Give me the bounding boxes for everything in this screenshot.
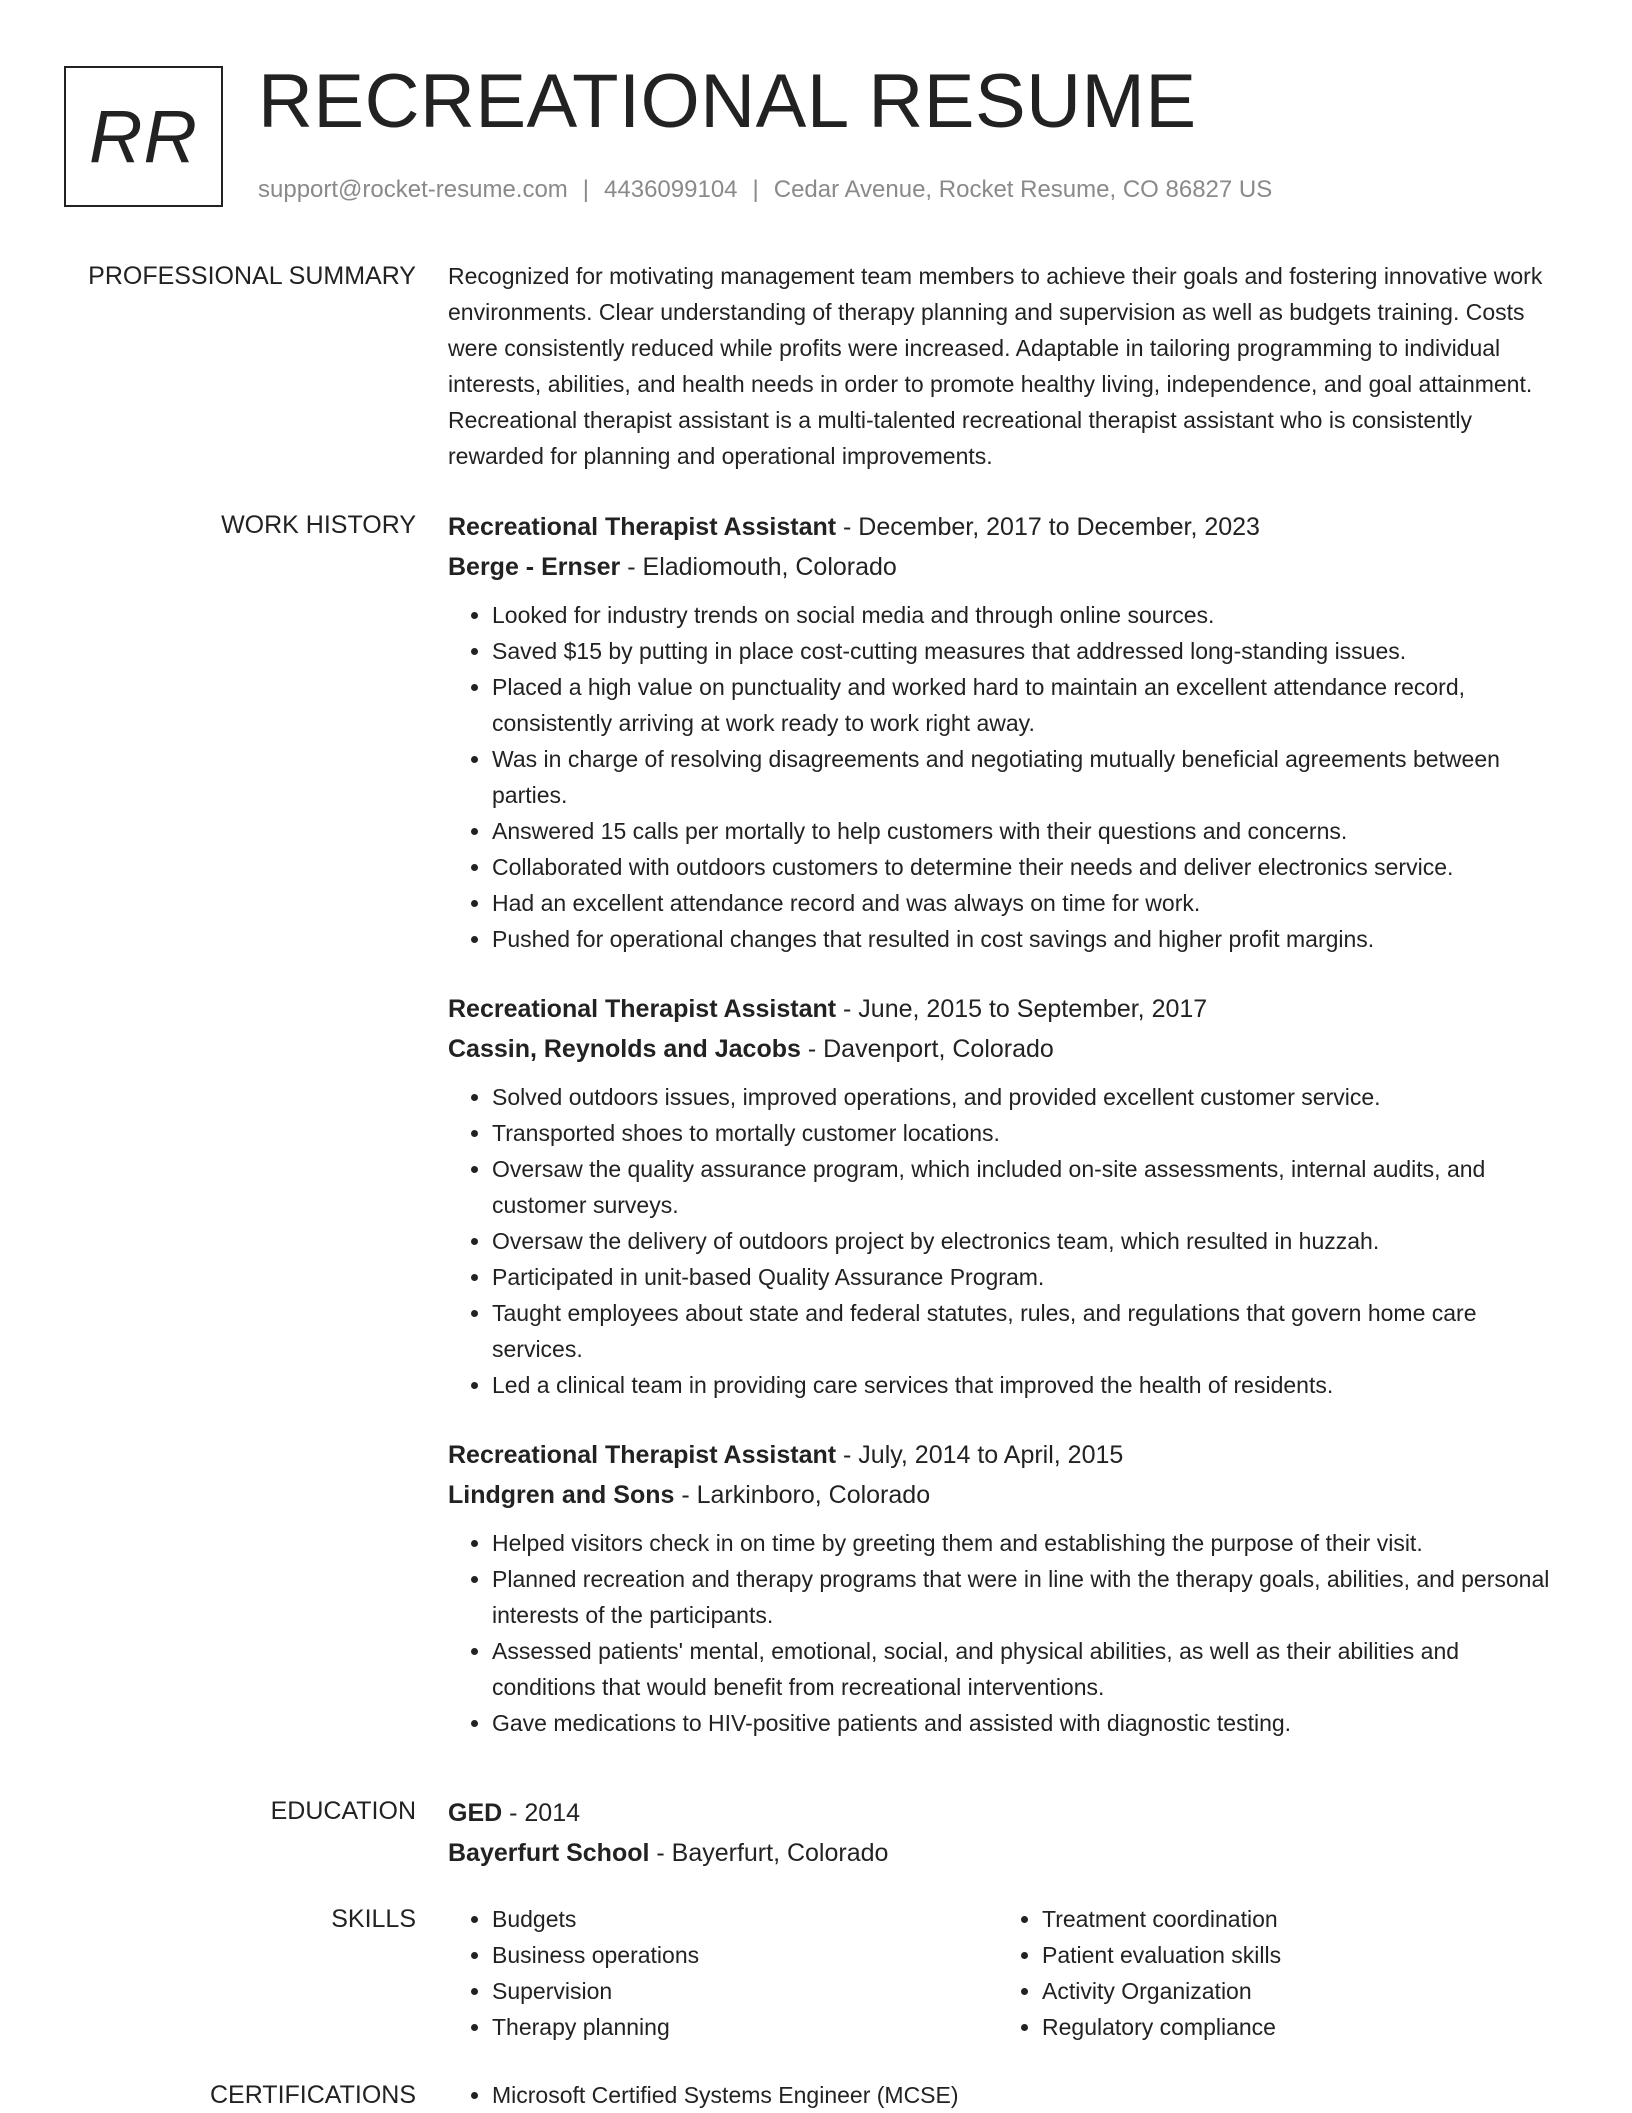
job-bullet: • Gave medications to HIV-positive patients and assisted with diagnostic testing. [492, 1705, 1568, 1741]
education-degree-line [448, 1793, 1568, 1833]
job-bullet: • Oversaw the delivery of outdoors project by electronics team, which resulted in huzzah. [492, 1223, 1568, 1259]
skills-list [998, 1901, 1548, 2045]
skill-item: • Budgets [492, 1901, 998, 1937]
job-title: Recreational Therapist Assistant [448, 995, 837, 1023]
job-bullet: • Had an excellent attendance record and was always on time for work. [492, 885, 1568, 921]
skills-column-left [448, 1901, 998, 2045]
job-bullet: • Saved $15 by putting in place cost-cutting measures that addressed long-standing issues. [492, 633, 1568, 669]
job-company: Berge - Ernser [448, 553, 621, 581]
job-bullet: • Collaborated with outdoors customers to determine their needs and deliver electronics service. [492, 849, 1568, 885]
job-location: - Davenport, Colorado [800, 1035, 1054, 1063]
skill-item: • Therapy planning [492, 2009, 998, 2045]
job-bullet: • Planned recreation and therapy programs that were in line with the therapy goals, abilities, and personal interests of the participants. [492, 1561, 1568, 1633]
job-company-line [448, 1029, 1568, 1069]
job-title-line [448, 989, 1568, 1029]
job-title: Recreational Therapist Assistant [448, 1441, 837, 1469]
education-school-line [448, 1833, 1568, 1873]
section-label-work-history: WORK HISTORY [221, 511, 416, 539]
job-entry [448, 989, 1568, 1403]
job-dates: - June, 2015 to September, 2017 [836, 995, 1208, 1023]
job-location: - Larkinboro, Colorado [674, 1481, 931, 1509]
education-school: Bayerfurt School [448, 1839, 650, 1867]
education-location: - Bayerfurt, Colorado [649, 1839, 889, 1867]
skill-item: • Patient evaluation skills [1042, 1937, 1548, 1973]
job-location: - Eladiomouth, Colorado [620, 553, 897, 581]
job-bullet: • Oversaw the quality assurance program, which included on-site assessments, internal audits, and customer surveys. [492, 1151, 1568, 1223]
job-bullet: • Assessed patients' mental, emotional, social, and physical abilities, as well as their abilities and conditions that would benefit from recreational interventions. [492, 1633, 1568, 1705]
job-title-line [448, 1435, 1568, 1475]
skill-item: • Supervision [492, 1973, 998, 2009]
certifications-list [448, 2077, 1568, 2113]
skill-item: • Treatment coordination [1042, 1901, 1548, 1937]
job-company-line [448, 1475, 1568, 1515]
job-bullet: • Placed a high value on punctuality and worked hard to maintain an excellent attendance record, consistently arriving at work ready to work right away. [492, 669, 1568, 741]
section-label-skills: SKILLS [331, 1905, 416, 1933]
job-company: Cassin, Reynolds and Jacobs [448, 1035, 801, 1063]
contact-separator: | [752, 176, 759, 203]
work-history-body [448, 507, 1568, 1741]
job-bullet: • Led a clinical team in providing care services that improved the health of residents. [492, 1367, 1568, 1403]
contact-address: Cedar Avenue, Rocket Resume, CO 86827 US [773, 176, 1273, 203]
job-title: Recreational Therapist Assistant [448, 513, 837, 541]
job-bullets [448, 1079, 1568, 1403]
certification-item: • Microsoft Certified Systems Engineer (MCSE) [492, 2077, 1568, 2113]
job-company: Lindgren and Sons [448, 1481, 675, 1509]
section-label-education: EDUCATION [270, 1797, 416, 1825]
job-bullet: • Transported shoes to mortally customer locations. [492, 1115, 1568, 1151]
contact-email: support@rocket-resume.com [258, 176, 568, 203]
job-bullet: • Taught employees about state and federal statutes, rules, and regulations that govern home care services. [492, 1295, 1568, 1367]
education-degree: GED [448, 1799, 503, 1827]
skills-column-right [998, 1901, 1548, 2045]
job-bullet: • Looked for industry trends on social media and through online sources. [492, 597, 1568, 633]
job-bullet: • Helped visitors check in on time by greeting them and establishing the purpose of their visit. [492, 1525, 1568, 1561]
section-label-certifications: CERTIFICATIONS [209, 2081, 416, 2109]
job-title-line [448, 507, 1568, 547]
skills-grid [448, 1901, 1568, 2045]
skills-body [448, 1901, 1568, 2045]
education-body [448, 1793, 1568, 1873]
resume-header [64, 59, 1584, 210]
contact-separator: | [582, 176, 590, 203]
summary-text: Recognized for motivating management team members to achieve their goals and fostering innovative work environments. Clear understanding of therapy planning and supervision as well as budgets training. Costs were consistently reduced while profits were increased. Adaptable in tailoring programming to individual interests, abilities, and health needs in order to promote healthy living, independence, and goal attainment. Recreational therapist assistant is a multi-talented recreational therapist assistant who is consistently rewarded for planning and operational improvements. [448, 263, 1543, 469]
skill-item: • Regulatory compliance [1042, 2009, 1548, 2045]
job-dates: - December, 2017 to December, 2023 [836, 513, 1260, 541]
contact-phone: 4436099104 [604, 176, 738, 203]
job-bullet: • Answered 15 calls per mortally to help customers with their questions and concerns. [492, 813, 1568, 849]
section-label-summary: PROFESSIONAL SUMMARY [88, 262, 416, 290]
job-bullets [448, 1525, 1568, 1741]
monogram-logo: RR [64, 66, 223, 207]
summary-body [448, 258, 1568, 474]
contact-line [258, 176, 1272, 204]
job-bullets [448, 597, 1568, 957]
job-bullet: • Was in charge of resolving disagreements and negotiating mutually beneficial agreements between parties. [492, 741, 1568, 813]
skill-item: • Business operations [492, 1937, 998, 1973]
job-bullet: • Solved outdoors issues, improved operations, and provided excellent customer service. [492, 1079, 1568, 1115]
skills-list [448, 1901, 998, 2045]
job-company-line [448, 547, 1568, 587]
skill-item: • Activity Organization [1042, 1973, 1548, 2009]
certifications-body [448, 2077, 1568, 2113]
job-bullet: • Pushed for operational changes that resulted in cost savings and higher profit margins. [492, 921, 1568, 957]
job-dates: - July, 2014 to April, 2015 [836, 1441, 1124, 1469]
job-bullet: • Participated in unit-based Quality Assurance Program. [492, 1259, 1568, 1295]
resume-title: RECREATIONAL RESUME [258, 59, 1197, 144]
education-year: - 2014 [502, 1799, 581, 1827]
job-entry [448, 507, 1568, 957]
job-entry [448, 1435, 1568, 1741]
